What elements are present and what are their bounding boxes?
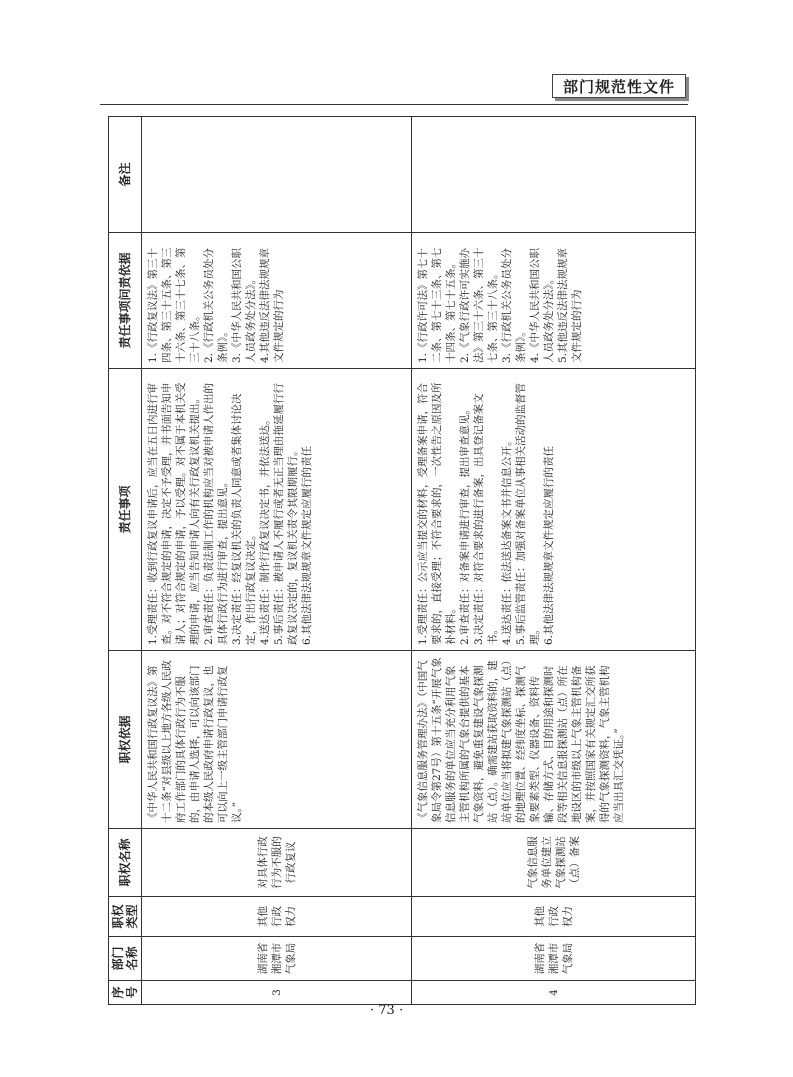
accountability-item: 3.《中华人民共和国公职人员政务处分法》。 — [231, 247, 257, 363]
row-remark — [142, 117, 412, 233]
header-rule — [100, 104, 688, 105]
row-power-name: 对具体行政行为不服的行政复议 — [142, 829, 412, 897]
accountability-item: 3.《行政机关公务员处分条例》。 — [501, 247, 527, 363]
page-number: · 73 · — [370, 1003, 404, 1018]
row-duties — [142, 369, 412, 651]
row-type: 其他行政权力 — [142, 897, 412, 937]
row-no: 4 — [412, 981, 696, 1005]
row-remark — [412, 117, 696, 233]
duty-item: 2.审查责任：对备案申请进行审查，提出审查意见。 — [459, 403, 471, 645]
accountability-item: 1.《行政许可法》第七十二条、第七十三条、第七十四条、第七十五条。 — [417, 247, 457, 363]
accountability-item: 2.《行政机关公务员处分条例》。 — [203, 247, 229, 363]
row-basis: 《中华人民共和国行政复议法》第十二条“对县级以上地方各级人民政府工作部门的具体行政行为不服的，由申请人选择，可以向该部门的本级人民政府申请行政复议，也可以向上一级主管部门申请行政复议。” — [142, 651, 412, 829]
duty-item: 3.决定责任：对符合要求的进行备案，出具登记备案文书。 — [473, 393, 499, 645]
row-basis: 《气象信息服务管理办法》（中国气象局令第27号）第十五条“开展气象信息服务的单位应当充分利用气象主管机构所属的气象台提供的基本气象资料，避免重复建设气象探测站（点）。确需建站获取资料的，建站单位应当将拟建气象探测站（点）的地理位置、经纬度坐标、探测气象要素类型、仪器设备、资料传输、存储方式、目的用途和探测时段等相关信息报探测站（点）所在地设区的市级以上气象主管机构备案，并按照国家有关规定汇交所获得的气象探测资料，气象主管机构应当出具汇交凭证。” — [412, 651, 696, 829]
col-header-dept: 部门名称 — [109, 937, 142, 981]
row-power-name: 气象信息服务单位建立气象探测站（点）备案 — [412, 829, 696, 897]
duty-item: 4.送达责任：制作行政复议决定书，并依法送达。 — [259, 414, 271, 645]
power-list-table — [108, 116, 696, 1005]
accountability-item: 4.《中华人民共和国公职人员政务处分法》。 — [529, 247, 555, 363]
accountability-item: 2.《气象行政许可实施办法》第三十六条、第三十七条、第三十八条。 — [459, 247, 499, 363]
duty-item: 6.其他法律法规规章文件规定应履行的责任 — [543, 445, 555, 645]
row-no: 3 — [142, 981, 412, 1005]
duty-item: 1.受理责任：收到行政复议申请后，应当在五日内进行审查。对不符合规定的申请，决定不予受理，并书面告知申请人；对符合规定的申请，予以受理。对不属于本机关受理的申请，应当告知申请人向有关行政复议机关提出。 — [147, 382, 201, 645]
table-row — [412, 117, 696, 1005]
duty-item: 6.其他法律法规规章文件规定应履行的责任 — [301, 445, 313, 645]
row-dept: 湖南省湘潭市气象局 — [142, 937, 412, 981]
row-accountability — [142, 233, 412, 369]
duty-item: 1.受理责任：公示应当提交的材料，受理备案申请，符合要求的，直接受理；不符合要求的，一次性告之原因及所补材料。 — [417, 382, 457, 645]
col-header-type: 职权类型 — [109, 897, 142, 937]
duty-item: 2.审查责任：负责法制工作的机构应当对被申请人作出的具体行政行为进行审查，提出意见。 — [203, 382, 229, 645]
col-header-duties: 责任事项 — [109, 369, 142, 651]
table-header-row — [109, 117, 142, 1005]
col-header-basis: 职权依据 — [109, 651, 142, 829]
duty-item: 3.决定责任：经复议机关的负责人同意或者集体讨论决定，作出行政复议决定。 — [231, 393, 257, 645]
duty-item: 5.事后责任：被申请人不履行或者无正当理由拖延履行行政复议决定的，复议机关责令其限期履行。 — [273, 382, 299, 645]
accountability-item: 5.其他违反法律法规规章文件规定的行为 — [557, 247, 583, 363]
col-header-accountability: 责任事项问责依据 — [109, 233, 142, 369]
col-header-remark: 备注 — [109, 117, 142, 233]
table-stage — [108, 117, 688, 1005]
col-header-no: 序号 — [109, 981, 142, 1005]
duty-item: 5.事后监管责任：加强对备案单位从事相关活动的监督管理。 — [515, 382, 541, 645]
section-badge: 部门规范性文件 — [552, 74, 686, 98]
row-type: 其他行政权力 — [412, 897, 696, 937]
accountability-item: 1.《行政复议法》第三十四条、第三十五条、第三十六条、第三十七条、第三十八条。 — [147, 247, 201, 363]
table-row — [142, 117, 412, 1005]
row-duties — [412, 369, 696, 651]
rotated-table-wrapper — [108, 117, 688, 1005]
row-dept: 湖南省湘潭市气象局 — [412, 937, 696, 981]
row-accountability — [412, 233, 696, 369]
accountability-item: 4.其他违反法律法规规章文件规定的行为 — [259, 247, 285, 363]
duty-item: 4.送达责任：依法送达备案文书并信息公开。 — [501, 435, 513, 645]
col-header-name: 职权名称 — [109, 829, 142, 897]
